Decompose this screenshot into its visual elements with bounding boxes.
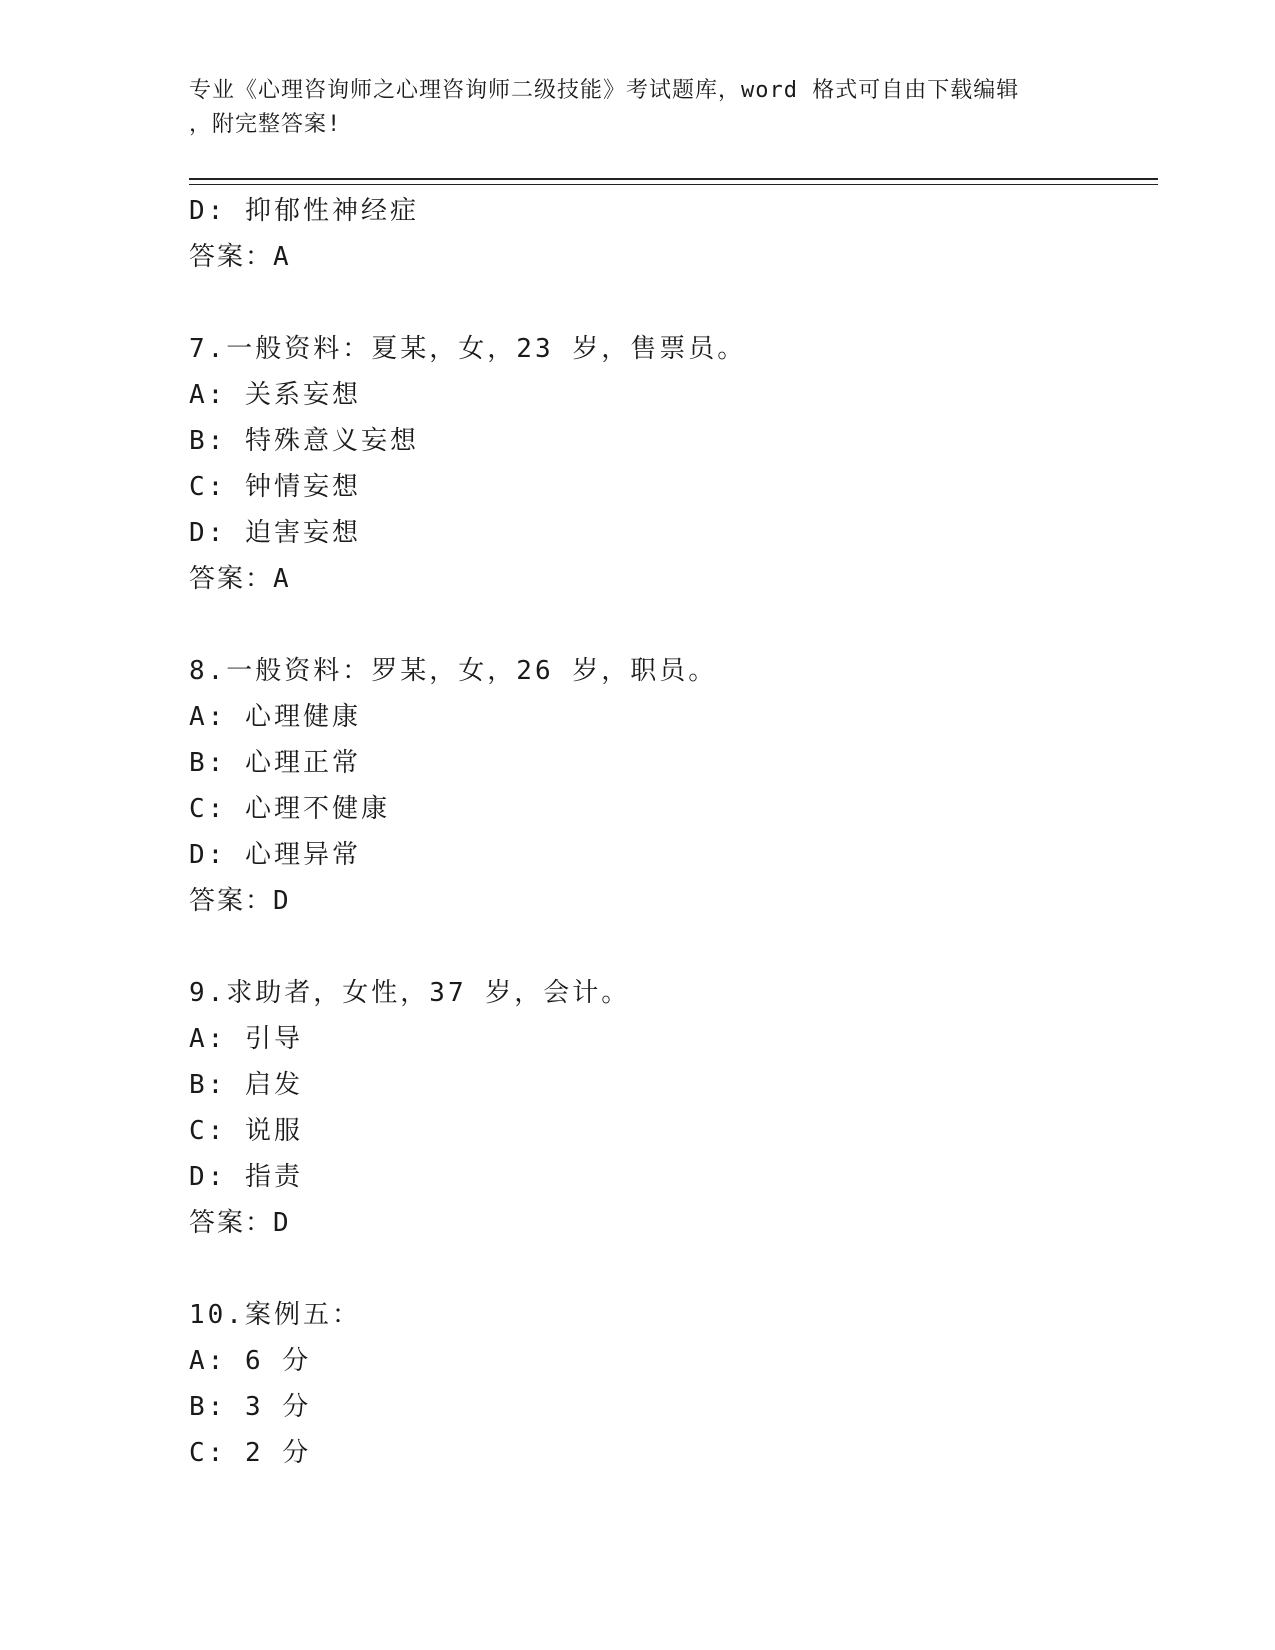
option-d: D: 指责 <box>189 1162 303 1192</box>
answer-value: A <box>273 242 290 272</box>
option-b: B: 3 分 <box>189 1392 312 1422</box>
question-stem: 9.求助者，女性，37 岁，会计。 <box>189 978 631 1008</box>
spacer <box>189 1246 1149 1292</box>
answer-line <box>189 878 1149 924</box>
spacer <box>189 602 1149 648</box>
option-a: A: 心理健康 <box>189 702 361 732</box>
answer-line <box>189 1200 1149 1246</box>
option-b: B: 启发 <box>189 1070 303 1100</box>
option-c: C: 说服 <box>189 1116 303 1146</box>
header-rule-thick <box>189 178 1158 180</box>
question-list <box>189 188 1149 1476</box>
document-header <box>189 74 1089 142</box>
answer-value: A <box>273 564 290 594</box>
option-a: A: 关系妄想 <box>189 380 361 410</box>
option-d: D: 迫害妄想 <box>189 518 361 548</box>
option-d: D: 抑郁性神经症 <box>189 196 419 226</box>
question-stem: 10.案例五： <box>189 1300 361 1330</box>
answer-value: D <box>273 886 290 916</box>
header-rule-thin <box>189 184 1158 185</box>
header-line-1: 专业《心理咨询师之心理咨询师二级技能》考试题库，word 格式可自由下载编辑 <box>189 78 1020 103</box>
answer-label: 答案： <box>189 564 274 594</box>
spacer <box>189 924 1149 970</box>
option-c: C: 心理不健康 <box>189 794 390 824</box>
option-c: C: 2 分 <box>189 1438 312 1468</box>
answer-line <box>189 556 1149 602</box>
answer-label: 答案： <box>189 242 274 272</box>
answer-value: D <box>273 1208 290 1238</box>
answer-line <box>189 234 1149 280</box>
option-a: A: 引导 <box>189 1024 303 1054</box>
answer-label: 答案： <box>189 1208 274 1238</box>
header-line-2: ，附完整答案! <box>189 112 342 137</box>
question-stem: 8.一般资料：罗某，女，26 岁，职员。 <box>189 656 718 686</box>
option-b: B: 心理正常 <box>189 748 361 778</box>
answer-label: 答案： <box>189 886 274 916</box>
question-stem: 7.一般资料：夏某，女，23 岁，售票员。 <box>189 334 747 364</box>
option-d: D: 心理异常 <box>189 840 361 870</box>
option-c: C: 钟情妄想 <box>189 472 361 502</box>
spacer <box>189 280 1149 326</box>
option-b: B: 特殊意义妄想 <box>189 426 419 456</box>
option-a: A: 6 分 <box>189 1346 312 1376</box>
